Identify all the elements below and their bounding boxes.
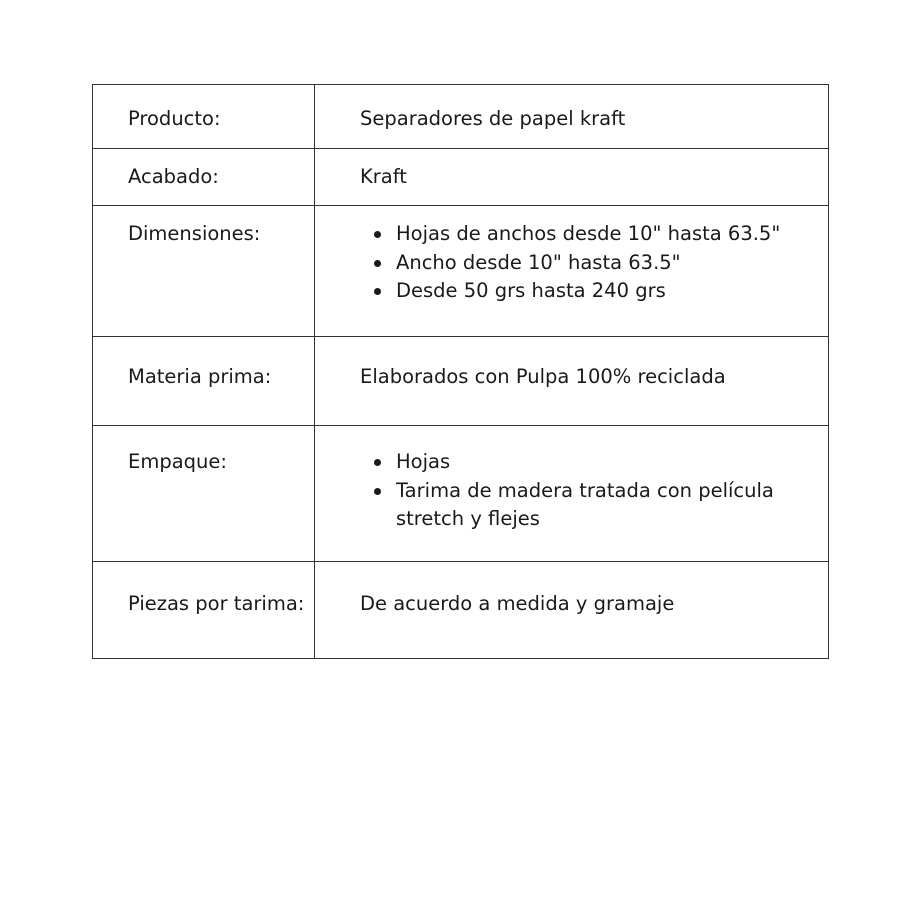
list-item: Ancho desde 10" hasta 63.5" <box>396 249 808 278</box>
row-value: Kraft <box>315 149 829 206</box>
row-label: Materia prima: <box>93 337 315 426</box>
table-row-empaque <box>93 426 829 562</box>
table-row-dimensiones <box>93 206 829 337</box>
row-value: Elaborados con Pulpa 100% reciclada <box>315 337 829 426</box>
bullet-list <box>360 448 808 534</box>
row-value: Separadores de papel kraft <box>315 85 829 149</box>
row-value-list <box>315 206 829 337</box>
list-item: Hojas <box>396 448 808 477</box>
row-value: De acuerdo a medida y gramaje <box>315 562 829 659</box>
table-row-producto <box>93 85 829 149</box>
table-row-acabado <box>93 149 829 206</box>
bullet-list <box>360 220 808 306</box>
row-label: Empaque: <box>93 426 315 562</box>
row-label: Dimensiones: <box>93 206 315 337</box>
table-row-piezas-por-tarima <box>93 562 829 659</box>
spec-table <box>92 84 829 659</box>
row-label: Piezas por tarima: <box>93 562 315 659</box>
row-label: Producto: <box>93 85 315 149</box>
table-row-materia-prima <box>93 337 829 426</box>
list-item: Hojas de anchos desde 10" hasta 63.5" <box>396 220 808 249</box>
row-label: Acabado: <box>93 149 315 206</box>
row-value-list <box>315 426 829 562</box>
list-item: Tarima de madera tratada con película stretch y flejes <box>396 477 808 534</box>
list-item: Desde 50 grs hasta 240 grs <box>396 277 808 306</box>
